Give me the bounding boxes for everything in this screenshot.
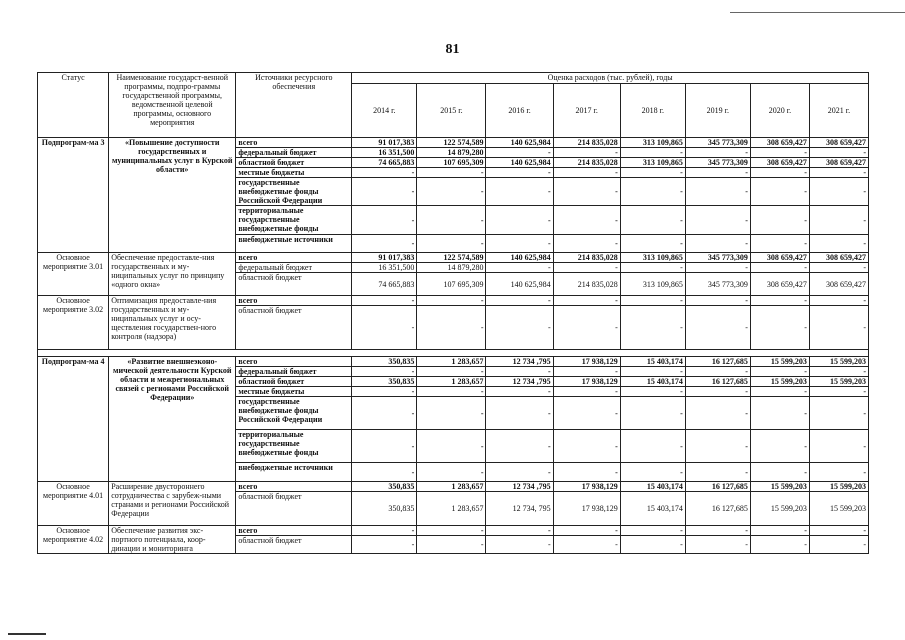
- value-cell: -: [750, 168, 809, 178]
- value-cell: -: [417, 206, 486, 235]
- value-cell: 1 283,657: [417, 482, 486, 492]
- separator-row: [38, 350, 869, 357]
- value-cell: -: [620, 206, 685, 235]
- value-cell: -: [809, 430, 868, 463]
- value-cell: -: [486, 526, 553, 536]
- value-cell: 313 109,865: [620, 273, 685, 296]
- value-cell: -: [352, 387, 417, 397]
- bottom-rule: [8, 633, 46, 635]
- value-cell: -: [620, 148, 685, 158]
- value-cell: 74 665,883: [352, 273, 417, 296]
- value-cell: 15 599,203: [750, 482, 809, 492]
- value-cell: -: [486, 235, 553, 253]
- value-cell: 91 017,383: [352, 138, 417, 148]
- value-cell: -: [486, 206, 553, 235]
- value-cell: 140 625,984: [486, 253, 553, 263]
- value-cell: -: [486, 387, 553, 397]
- value-cell: 214 835,028: [553, 273, 620, 296]
- value-cell: 17 938,129: [553, 482, 620, 492]
- status-cell: Основное мероприятие 3.01: [38, 253, 109, 296]
- funding-source-cell: местные бюджеты: [236, 168, 352, 178]
- value-cell: 107 695,309: [417, 273, 486, 296]
- funding-source-cell: областной бюджет: [236, 273, 352, 296]
- value-cell: 308 659,427: [750, 253, 809, 263]
- value-cell: -: [486, 397, 553, 430]
- value-cell: -: [685, 206, 750, 235]
- value-cell: -: [417, 306, 486, 350]
- funding-source-cell: областной бюджет: [236, 492, 352, 526]
- value-cell: -: [685, 387, 750, 397]
- funding-source-cell: государственные внебюджетные фонды Российской Федерации: [236, 178, 352, 206]
- value-cell: 107 695,309: [417, 158, 486, 168]
- header-name: Наименование государст-венной программы, подпро-граммы государственной программы, ведомственной целевой программы, основного мероприятия: [109, 73, 236, 138]
- value-cell: -: [620, 367, 685, 377]
- value-cell: 15 599,203: [809, 357, 868, 367]
- value-cell: -: [486, 178, 553, 206]
- value-cell: -: [685, 397, 750, 430]
- value-cell: -: [486, 296, 553, 306]
- status-cell: Подпрограм-ма 4: [38, 357, 109, 482]
- value-cell: -: [750, 367, 809, 377]
- value-cell: -: [352, 206, 417, 235]
- value-cell: -: [486, 168, 553, 178]
- value-cell: -: [809, 263, 868, 273]
- value-cell: -: [620, 296, 685, 306]
- table-row: [38, 526, 869, 536]
- value-cell: 214 835,028: [553, 138, 620, 148]
- table-row: [38, 482, 869, 492]
- value-cell: -: [750, 178, 809, 206]
- funding-source-cell: территориальные государственные внебюджетные фонды: [236, 430, 352, 463]
- header-status: Статус: [38, 73, 109, 138]
- funding-source-cell: всего: [236, 526, 352, 536]
- funding-source-cell: всего: [236, 357, 352, 367]
- value-cell: -: [620, 463, 685, 482]
- funding-source-cell: территориальные государственные внебюджетные фонды: [236, 206, 352, 235]
- value-cell: -: [553, 263, 620, 273]
- status-cell: Основное мероприятие 4.01: [38, 482, 109, 526]
- value-cell: -: [553, 430, 620, 463]
- value-cell: -: [620, 178, 685, 206]
- value-cell: 16 127,685: [685, 377, 750, 387]
- value-cell: 140 625,984: [486, 273, 553, 296]
- funding-source-cell: всего: [236, 482, 352, 492]
- value-cell: -: [553, 206, 620, 235]
- value-cell: 14 879,280: [417, 148, 486, 158]
- value-cell: -: [486, 536, 553, 554]
- value-cell: -: [352, 367, 417, 377]
- value-cell: -: [352, 397, 417, 430]
- funding-source-cell: всего: [236, 296, 352, 306]
- funding-source-cell: государственные внебюджетные фонды Российской Федерации: [236, 397, 352, 430]
- value-cell: 308 659,427: [750, 158, 809, 168]
- value-cell: 345 773,309: [685, 253, 750, 263]
- value-cell: -: [417, 367, 486, 377]
- value-cell: -: [352, 235, 417, 253]
- value-cell: 91 017,383: [352, 253, 417, 263]
- value-cell: -: [417, 178, 486, 206]
- value-cell: -: [620, 430, 685, 463]
- value-cell: 15 403,174: [620, 492, 685, 526]
- status-cell: Подпрограм-ма 3: [38, 138, 109, 253]
- value-cell: -: [553, 397, 620, 430]
- program-name-cell: Оптимизация предоставле-ния государственных и му-ниципальных услуг и осу-ществления государствен-ного контроля (надзора): [109, 296, 236, 350]
- value-cell: -: [486, 430, 553, 463]
- value-cell: -: [620, 397, 685, 430]
- program-name-cell: «Развитие внешнеэконо-мической деятельности Курской области и межрегиональных связей с регионами Российской Федерации»: [109, 357, 236, 482]
- header-source: Источники ресурсного обеспечения: [236, 73, 352, 138]
- value-cell: -: [685, 463, 750, 482]
- value-cell: -: [809, 296, 868, 306]
- funding-source-cell: внебюджетные источники: [236, 463, 352, 482]
- funding-source-cell: федеральный бюджет: [236, 367, 352, 377]
- value-cell: 17 938,129: [553, 377, 620, 387]
- table-row: [38, 253, 869, 263]
- value-cell: -: [553, 296, 620, 306]
- value-cell: 12 734, 795: [486, 492, 553, 526]
- value-cell: 345 773,309: [685, 158, 750, 168]
- funding-source-cell: федеральный бюджет: [236, 148, 352, 158]
- value-cell: -: [750, 206, 809, 235]
- value-cell: 308 659,427: [809, 273, 868, 296]
- funding-source-cell: областной бюджет: [236, 306, 352, 350]
- value-cell: -: [486, 367, 553, 377]
- value-cell: -: [809, 206, 868, 235]
- program-name-cell: Расширение двустороннего сотрудничества с зарубеж-ными странами и регионами Российской Федерации: [109, 482, 236, 526]
- value-cell: -: [620, 263, 685, 273]
- funding-source-cell: областной бюджет: [236, 158, 352, 168]
- value-cell: -: [553, 306, 620, 350]
- value-cell: -: [553, 526, 620, 536]
- budget-body: [38, 138, 869, 554]
- value-cell: -: [685, 430, 750, 463]
- value-cell: 1 283,657: [417, 377, 486, 387]
- value-cell: -: [750, 397, 809, 430]
- value-cell: 313 109,865: [620, 253, 685, 263]
- value-cell: -: [417, 430, 486, 463]
- value-cell: 17 938,129: [553, 357, 620, 367]
- value-cell: 12 734 ,795: [486, 482, 553, 492]
- value-cell: -: [809, 387, 868, 397]
- value-cell: 345 773,309: [685, 138, 750, 148]
- program-name-cell: Обеспечение предоставле-ния государственных и му-ниципальных услуг по принципу «одного окна»: [109, 253, 236, 296]
- value-cell: -: [809, 306, 868, 350]
- value-cell: -: [620, 306, 685, 350]
- year-header: 2015 г.: [417, 84, 486, 138]
- value-cell: -: [685, 263, 750, 273]
- value-cell: 15 599,203: [750, 357, 809, 367]
- budget-table: [37, 72, 869, 554]
- value-cell: -: [809, 536, 868, 554]
- value-cell: 16 351,500: [352, 148, 417, 158]
- value-cell: 308 659,427: [750, 273, 809, 296]
- program-name-cell: «Повышение доступности государственных и муниципальных услуг в Курской области»: [109, 138, 236, 253]
- value-cell: -: [685, 148, 750, 158]
- value-cell: -: [352, 463, 417, 482]
- value-cell: -: [417, 235, 486, 253]
- value-cell: 122 574,589: [417, 138, 486, 148]
- value-cell: -: [750, 296, 809, 306]
- value-cell: -: [352, 306, 417, 350]
- value-cell: -: [553, 178, 620, 206]
- value-cell: 350,835: [352, 357, 417, 367]
- status-cell: Основное мероприятие 4.02: [38, 526, 109, 554]
- year-header: 2016 г.: [486, 84, 553, 138]
- value-cell: -: [486, 263, 553, 273]
- separator-cell: [38, 350, 869, 357]
- year-header: 2017 г.: [553, 84, 620, 138]
- page-number: 81: [445, 42, 460, 57]
- value-cell: 16 127,685: [685, 492, 750, 526]
- value-cell: 15 403,174: [620, 377, 685, 387]
- year-header: 2019 г.: [685, 84, 750, 138]
- value-cell: -: [620, 387, 685, 397]
- value-cell: -: [685, 168, 750, 178]
- value-cell: -: [750, 526, 809, 536]
- value-cell: -: [750, 387, 809, 397]
- value-cell: -: [620, 536, 685, 554]
- table-row: [38, 138, 869, 148]
- value-cell: 16 351,500: [352, 263, 417, 273]
- program-name-cell: Обеспечение развития экс-портного потенциала, коор-динации и мониторинга: [109, 526, 236, 554]
- year-header: 2014 г.: [352, 84, 417, 138]
- funding-source-cell: областной бюджет: [236, 377, 352, 387]
- value-cell: -: [809, 148, 868, 158]
- value-cell: -: [750, 235, 809, 253]
- funding-source-cell: местные бюджеты: [236, 387, 352, 397]
- value-cell: -: [417, 463, 486, 482]
- value-cell: -: [417, 526, 486, 536]
- value-cell: 122 574,589: [417, 253, 486, 263]
- value-cell: 74 665,883: [352, 158, 417, 168]
- funding-source-cell: федеральный бюджет: [236, 263, 352, 273]
- value-cell: 214 835,028: [553, 253, 620, 263]
- value-cell: -: [685, 306, 750, 350]
- value-cell: 16 127,685: [685, 482, 750, 492]
- year-header: 2018 г.: [620, 84, 685, 138]
- value-cell: 15 599,203: [809, 482, 868, 492]
- value-cell: -: [352, 536, 417, 554]
- value-cell: -: [486, 463, 553, 482]
- value-cell: -: [553, 235, 620, 253]
- value-cell: -: [553, 367, 620, 377]
- value-cell: -: [553, 463, 620, 482]
- value-cell: 12 734 ,795: [486, 377, 553, 387]
- table-row: [38, 357, 869, 367]
- value-cell: -: [685, 526, 750, 536]
- value-cell: -: [809, 397, 868, 430]
- value-cell: 308 659,427: [809, 253, 868, 263]
- value-cell: -: [553, 148, 620, 158]
- value-cell: 15 599,203: [750, 492, 809, 526]
- value-cell: 308 659,427: [809, 158, 868, 168]
- value-cell: 140 625,984: [486, 158, 553, 168]
- value-cell: -: [809, 178, 868, 206]
- value-cell: 15 599,203: [750, 377, 809, 387]
- value-cell: -: [750, 148, 809, 158]
- value-cell: -: [809, 526, 868, 536]
- header-estimate: Оценка расходов (тыс. рублей), годы: [352, 73, 869, 84]
- value-cell: -: [620, 168, 685, 178]
- funding-source-cell: всего: [236, 253, 352, 263]
- value-cell: 308 659,427: [750, 138, 809, 148]
- value-cell: -: [417, 296, 486, 306]
- value-cell: -: [685, 178, 750, 206]
- value-cell: -: [553, 168, 620, 178]
- value-cell: -: [352, 526, 417, 536]
- value-cell: -: [553, 387, 620, 397]
- value-cell: 15 599,203: [809, 492, 868, 526]
- value-cell: -: [486, 148, 553, 158]
- value-cell: 350,835: [352, 377, 417, 387]
- year-header: 2020 г.: [750, 84, 809, 138]
- table-row: [38, 296, 869, 306]
- value-cell: 15 599,203: [809, 377, 868, 387]
- value-cell: 214 835,028: [553, 158, 620, 168]
- value-cell: 15 403,174: [620, 357, 685, 367]
- value-cell: -: [685, 235, 750, 253]
- value-cell: 16 127,685: [685, 357, 750, 367]
- value-cell: -: [486, 306, 553, 350]
- value-cell: 1 283,657: [417, 357, 486, 367]
- value-cell: 14 879,280: [417, 263, 486, 273]
- value-cell: 1 283,657: [417, 492, 486, 526]
- value-cell: -: [352, 430, 417, 463]
- value-cell: 350,835: [352, 492, 417, 526]
- funding-source-cell: всего: [236, 138, 352, 148]
- value-cell: -: [620, 235, 685, 253]
- value-cell: -: [750, 430, 809, 463]
- value-cell: -: [685, 296, 750, 306]
- value-cell: -: [750, 263, 809, 273]
- year-header: 2021 г.: [809, 84, 868, 138]
- value-cell: -: [352, 296, 417, 306]
- value-cell: 12 734 ,795: [486, 357, 553, 367]
- top-rule: [730, 12, 905, 13]
- funding-source-cell: областной бюджет: [236, 536, 352, 554]
- value-cell: -: [417, 387, 486, 397]
- value-cell: -: [809, 367, 868, 377]
- value-cell: -: [352, 168, 417, 178]
- value-cell: 140 625,984: [486, 138, 553, 148]
- value-cell: -: [809, 463, 868, 482]
- value-cell: 313 109,865: [620, 158, 685, 168]
- value-cell: -: [685, 367, 750, 377]
- value-cell: -: [417, 397, 486, 430]
- status-cell: Основное мероприятие 3.02: [38, 296, 109, 350]
- value-cell: -: [352, 178, 417, 206]
- value-cell: -: [750, 463, 809, 482]
- value-cell: -: [553, 536, 620, 554]
- value-cell: 313 109,865: [620, 138, 685, 148]
- value-cell: 308 659,427: [809, 138, 868, 148]
- value-cell: 15 403,174: [620, 482, 685, 492]
- value-cell: -: [417, 536, 486, 554]
- value-cell: -: [809, 168, 868, 178]
- funding-source-cell: внебюджетные источники: [236, 235, 352, 253]
- value-cell: -: [620, 526, 685, 536]
- value-cell: -: [685, 536, 750, 554]
- value-cell: -: [750, 536, 809, 554]
- value-cell: -: [417, 168, 486, 178]
- value-cell: 345 773,309: [685, 273, 750, 296]
- value-cell: -: [750, 306, 809, 350]
- value-cell: 17 938,129: [553, 492, 620, 526]
- value-cell: 350,835: [352, 482, 417, 492]
- value-cell: -: [809, 235, 868, 253]
